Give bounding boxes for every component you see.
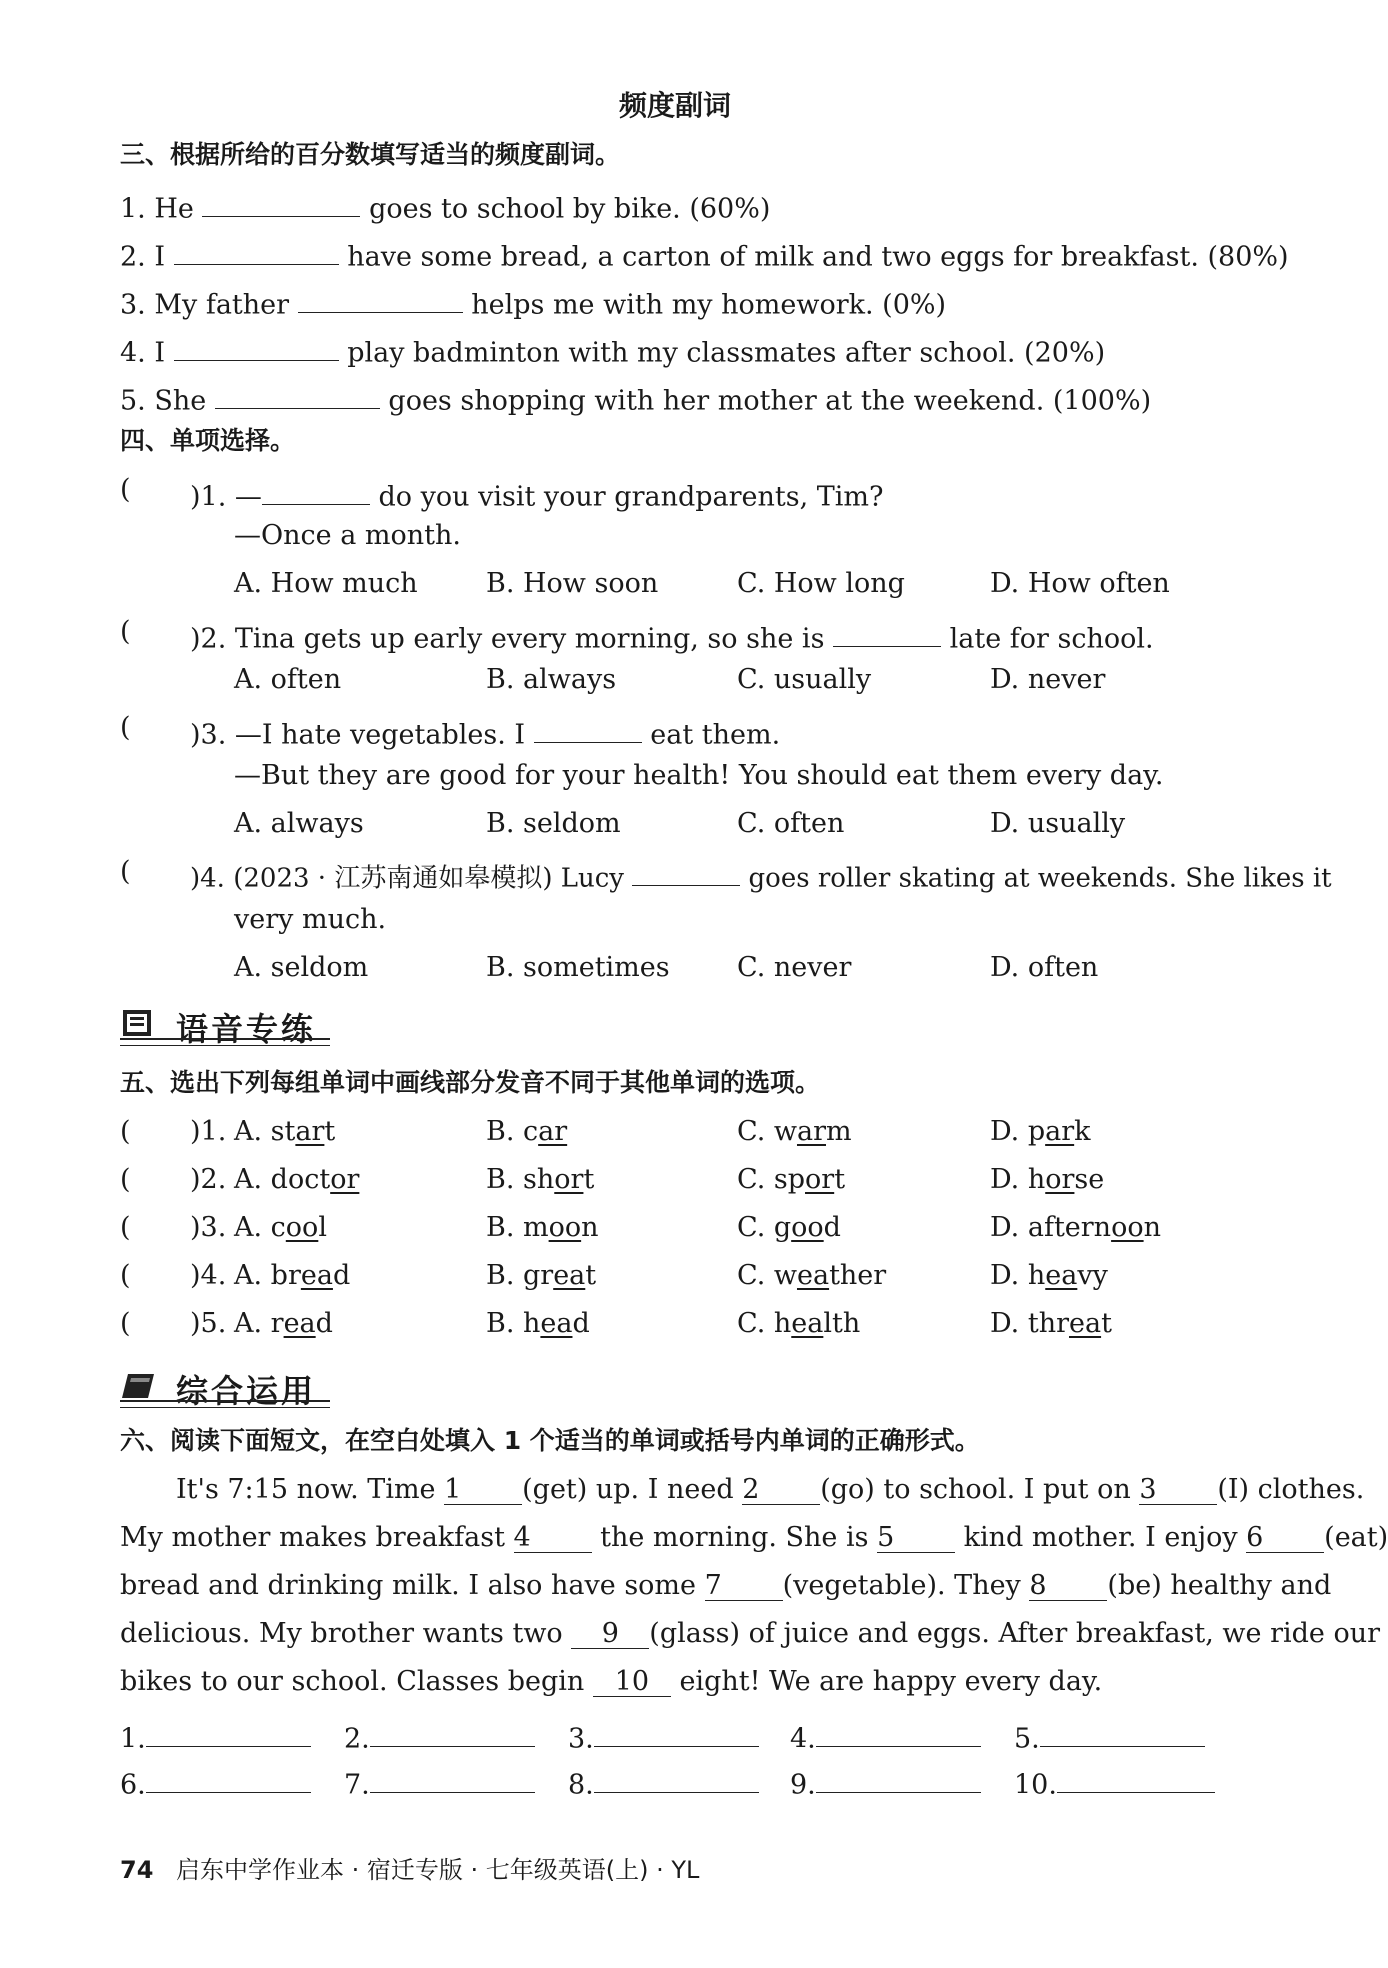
passage-line xyxy=(176,1474,1365,1505)
numbered-blank[interactable]: 3 xyxy=(1139,1476,1217,1505)
underlined-letters: ea xyxy=(796,1260,830,1291)
sec4-q3 xyxy=(190,714,781,751)
underlined-letters: ea xyxy=(300,1260,333,1291)
underlined-letters: ea xyxy=(553,1260,586,1291)
question-number: )3. xyxy=(190,1212,227,1243)
underlined-letters: ar xyxy=(295,1116,325,1147)
numbered-blank[interactable]: 1 xyxy=(444,1476,522,1505)
paren-open: ( xyxy=(120,1116,131,1147)
sec4-q2 xyxy=(190,618,1154,655)
question-text: goes roller skating at weekends. She likes it xyxy=(748,863,1332,894)
item-text: 4. I xyxy=(120,337,166,369)
answer-blank[interactable] xyxy=(215,380,380,409)
question-number: )4. xyxy=(190,1260,227,1291)
option-c[interactable] xyxy=(737,1262,886,1289)
option-b[interactable] xyxy=(486,1214,599,1241)
word-part: m xyxy=(826,1116,852,1147)
numbered-blank[interactable]: 4 xyxy=(514,1524,592,1553)
option-b[interactable] xyxy=(486,1310,590,1337)
word-part: B. h xyxy=(486,1308,541,1339)
page-title: 频度副词 xyxy=(618,89,731,122)
sec3-item-5 xyxy=(120,380,1152,417)
option-b[interactable]: B. seldom xyxy=(486,808,621,839)
passage-text: eight! We are happy every day. xyxy=(670,1666,1103,1697)
option-a[interactable]: A. How much xyxy=(234,568,418,599)
question-text: do you visit your grandparents, Tim? xyxy=(378,481,884,513)
sec4-q3-reply: —But they are good for your health! You should eat them every day. xyxy=(234,760,1164,791)
underlined-letters: ar xyxy=(538,1116,568,1147)
answer-blank[interactable] xyxy=(1040,1718,1205,1747)
passage-text: My mother makes breakfast xyxy=(120,1522,514,1553)
answer-line xyxy=(120,1718,311,1755)
paren-open: ( xyxy=(120,1308,131,1339)
word-part: D. p xyxy=(990,1116,1046,1147)
answer-blank[interactable] xyxy=(202,188,360,217)
numbered-blank[interactable]: 10 xyxy=(593,1668,671,1697)
underlined-letters: or xyxy=(330,1164,360,1195)
word-part: d xyxy=(332,1260,351,1291)
passage-text: (get) up. I need xyxy=(522,1474,743,1505)
word-part: A. doct xyxy=(234,1164,331,1195)
option-c[interactable]: C. usually xyxy=(737,664,872,695)
paren-open: ( xyxy=(120,616,131,647)
underlined-letters: ea xyxy=(1069,1308,1102,1339)
option-c[interactable]: C. often xyxy=(737,808,845,839)
answer-blank[interactable] xyxy=(816,1764,981,1793)
question-text: eat them. xyxy=(650,719,781,751)
item-text: 2. I xyxy=(120,241,166,273)
answer-blank[interactable] xyxy=(816,1718,981,1747)
word-part: d xyxy=(572,1308,590,1339)
option-d[interactable]: D. usually xyxy=(990,808,1126,839)
word-part: C. g xyxy=(737,1212,792,1243)
answer-blank[interactable] xyxy=(632,858,740,886)
passage-text: kind mother. I enjoy xyxy=(955,1522,1247,1553)
passage-text: delicious. My brother wants two xyxy=(120,1618,572,1649)
option-d[interactable] xyxy=(990,1166,1104,1193)
option-a[interactable] xyxy=(234,1214,327,1241)
option-c[interactable] xyxy=(737,1118,852,1145)
item-text: play badminton with my classmates after school. (20%) xyxy=(347,337,1106,369)
passage-line xyxy=(120,1668,1274,1697)
option-b[interactable] xyxy=(486,1262,596,1289)
passage-text: (be) healthy and xyxy=(1107,1570,1332,1601)
underlined-letters: ea xyxy=(283,1308,316,1339)
passage-text: It's 7:15 now. Time xyxy=(176,1474,445,1505)
item-text: goes to school by bike. (60%) xyxy=(369,193,771,225)
answer-blank[interactable] xyxy=(298,284,463,313)
answer-blank[interactable] xyxy=(594,1764,759,1793)
option-c[interactable]: C. never xyxy=(737,952,852,983)
answer-line xyxy=(120,1764,311,1801)
underlined-letters: ar xyxy=(1045,1116,1075,1147)
passage-text: (I) clothes. xyxy=(1217,1474,1365,1505)
underlined-letters: or xyxy=(805,1164,835,1195)
page-number: 74 xyxy=(120,1856,154,1884)
word-part: D. h xyxy=(990,1164,1046,1195)
word-part: t xyxy=(583,1164,595,1195)
sec4-q1 xyxy=(190,476,884,513)
answer-line xyxy=(1014,1718,1205,1755)
numbered-blank[interactable]: 6 xyxy=(1246,1524,1324,1553)
sec4-q4-cont: very much. xyxy=(234,904,387,935)
section-banner-phonetics xyxy=(120,1000,330,1048)
option-b[interactable]: B. How soon xyxy=(486,568,659,599)
numbered-blank[interactable]: 2 xyxy=(742,1476,820,1505)
banner-title: 综合运用 xyxy=(176,1372,317,1410)
passage-text: bread and drinking milk. I also have some xyxy=(120,1570,705,1601)
word-part: D. thr xyxy=(990,1308,1069,1339)
option-a[interactable] xyxy=(234,1166,359,1193)
word-part: B. sh xyxy=(486,1164,555,1195)
word-part: t xyxy=(324,1116,336,1147)
passage-text: (go) to school. I put on xyxy=(820,1474,1140,1505)
question-number: )2. xyxy=(190,1164,227,1195)
answer-line xyxy=(568,1718,759,1755)
answer-number: 8. xyxy=(568,1769,594,1801)
paren-open: ( xyxy=(120,712,131,743)
option-a[interactable]: A. often xyxy=(234,664,342,695)
answer-line xyxy=(790,1764,981,1801)
answer-blank[interactable] xyxy=(534,714,642,743)
numbered-blank[interactable]: 7 xyxy=(705,1572,783,1601)
paren-open: ( xyxy=(120,474,131,505)
option-a[interactable]: A. seldom xyxy=(234,952,369,983)
question-text: )1. — xyxy=(190,481,262,513)
item-text: have some bread, a carton of milk and two eggs for breakfast. (80%) xyxy=(347,241,1289,273)
option-c[interactable] xyxy=(737,1166,845,1193)
item-text: 1. He xyxy=(120,193,194,225)
option-b[interactable] xyxy=(486,1118,567,1145)
word-part: d xyxy=(823,1212,841,1243)
answer-number: 7. xyxy=(344,1769,370,1801)
option-c[interactable]: C. How long xyxy=(737,568,905,599)
option-b[interactable]: B. always xyxy=(486,664,617,695)
word-part: lth xyxy=(823,1308,861,1339)
section-3-heading: 三、根据所给的百分数填写适当的频度副词。 xyxy=(120,140,621,169)
word-part: A. st xyxy=(234,1116,296,1147)
option-d[interactable] xyxy=(990,1310,1112,1337)
passage-line xyxy=(120,1522,1388,1553)
passage-line xyxy=(120,1618,1381,1649)
sec3-item-4 xyxy=(120,332,1106,369)
passage-text: (glass) of juice and eggs. After breakfast, we ride our xyxy=(649,1618,1381,1649)
option-d[interactable]: D. often xyxy=(990,952,1099,983)
question-number: )1. xyxy=(190,1116,227,1147)
underlined-letters: ea xyxy=(540,1308,573,1339)
answer-line xyxy=(344,1718,535,1755)
word-part: A. br xyxy=(234,1260,301,1291)
underlined-letters: ea xyxy=(791,1308,824,1339)
banner-underline xyxy=(120,1038,330,1046)
option-a[interactable] xyxy=(234,1118,335,1145)
word-part: t xyxy=(834,1164,846,1195)
word-part: D. aftern xyxy=(990,1212,1112,1243)
word-part: C. h xyxy=(737,1308,792,1339)
option-d[interactable]: D. never xyxy=(990,664,1106,695)
underlined-letters: oo xyxy=(791,1212,824,1243)
answer-blank[interactable] xyxy=(594,1718,759,1747)
question-text: late for school. xyxy=(949,623,1154,655)
option-d[interactable] xyxy=(990,1118,1091,1145)
answer-number: 4. xyxy=(790,1723,816,1755)
option-b[interactable] xyxy=(486,1166,594,1193)
answer-number: 1. xyxy=(120,1723,146,1755)
option-a[interactable] xyxy=(234,1262,350,1289)
word-part: B. c xyxy=(486,1116,539,1147)
word-part: C. sp xyxy=(737,1164,806,1195)
answer-blank[interactable] xyxy=(833,618,941,647)
paren-open: ( xyxy=(120,1164,131,1195)
section-6-heading: 六、阅读下面短文，在空白处填入 1 个适当的单词或括号内单词的正确形式。 xyxy=(120,1426,980,1455)
word-part: B. gr xyxy=(486,1260,554,1291)
option-d[interactable]: D. How often xyxy=(990,568,1170,599)
question-text: )3. —I hate vegetables. I xyxy=(190,719,526,751)
answer-line xyxy=(790,1718,981,1755)
question-number: )5. xyxy=(190,1308,227,1339)
paren-open: ( xyxy=(120,856,131,887)
word-part: d xyxy=(315,1308,333,1339)
word-part: k xyxy=(1074,1116,1091,1147)
banner-title: 语音专练 xyxy=(176,1010,317,1048)
word-part: n xyxy=(581,1212,599,1243)
option-d[interactable] xyxy=(990,1262,1108,1289)
word-part: A. c xyxy=(234,1212,286,1243)
word-part: vy xyxy=(1077,1260,1108,1291)
sec3-item-2 xyxy=(120,236,1289,273)
answer-blank[interactable] xyxy=(370,1764,535,1793)
sec3-item-1 xyxy=(120,188,771,225)
answer-blank[interactable] xyxy=(146,1764,311,1793)
underlined-letters: oo xyxy=(548,1212,582,1243)
answer-blank[interactable] xyxy=(1057,1764,1215,1793)
item-text: helps me with my homework. (0%) xyxy=(471,289,947,321)
underlined-letters: oo xyxy=(1111,1212,1144,1243)
word-part: C. w xyxy=(737,1116,797,1147)
underlined-letters: or xyxy=(1045,1164,1075,1195)
underlined-letters: oo xyxy=(285,1212,319,1243)
word-part: D. h xyxy=(990,1260,1046,1291)
option-d[interactable] xyxy=(990,1214,1161,1241)
banner-underline xyxy=(120,1400,330,1408)
item-text: goes shopping with her mother at the weekend. (100%) xyxy=(388,385,1152,417)
word-part: l xyxy=(318,1212,327,1243)
paren-open: ( xyxy=(120,1260,131,1291)
numbered-blank[interactable]: 9 xyxy=(571,1620,649,1649)
numbered-blank[interactable]: 5 xyxy=(877,1524,955,1553)
sec4-q4 xyxy=(190,858,1332,894)
option-a[interactable]: A. always xyxy=(234,808,364,839)
word-part: C. w xyxy=(737,1260,797,1291)
question-text: )4. (2023 · 江苏南通如皋模拟) Lucy xyxy=(190,863,624,894)
notebook-icon xyxy=(120,1006,156,1040)
word-part: t xyxy=(585,1260,597,1291)
footer-text: 启东中学作业本 · 宿迁专版 · 七年级英语(上) · YL xyxy=(176,1856,700,1884)
passage-line xyxy=(120,1570,1332,1601)
section-4-heading: 四、单项选择。 xyxy=(120,426,296,455)
answer-blank[interactable] xyxy=(174,332,339,361)
word-part: A. r xyxy=(234,1308,284,1339)
word-part: ther xyxy=(829,1260,887,1291)
sec3-item-3 xyxy=(120,284,947,321)
section-5-heading: 五、选出下列每组单词中画线部分发音不同于其他单词的选项。 xyxy=(120,1068,821,1097)
passage-text: the morning. She is xyxy=(591,1522,878,1553)
option-a[interactable] xyxy=(234,1310,333,1337)
underlined-letters: ea xyxy=(1045,1260,1078,1291)
answer-number: 2. xyxy=(344,1723,370,1755)
answer-blank[interactable] xyxy=(370,1718,535,1747)
answer-line xyxy=(1014,1764,1215,1801)
passage-text: (eat) xyxy=(1324,1522,1388,1553)
item-text: 5. She xyxy=(120,385,207,417)
paren-open: ( xyxy=(120,1212,131,1243)
answer-number: 10. xyxy=(1014,1769,1057,1801)
answer-blank[interactable] xyxy=(262,476,370,505)
item-text: 3. My father xyxy=(120,289,290,321)
word-part: B. m xyxy=(486,1212,549,1243)
option-c[interactable] xyxy=(737,1214,841,1241)
answer-number: 3. xyxy=(568,1723,594,1755)
sec4-q1-reply: —Once a month. xyxy=(234,520,461,551)
numbered-blank[interactable]: 8 xyxy=(1029,1572,1107,1601)
question-text: )2. Tina gets up early every morning, so she is xyxy=(190,623,825,655)
underlined-letters: ar xyxy=(796,1116,826,1147)
option-c[interactable] xyxy=(737,1310,860,1337)
word-part: se xyxy=(1074,1164,1105,1195)
section-banner-comprehensive xyxy=(120,1362,330,1410)
answer-number: 6. xyxy=(120,1769,146,1801)
answer-number: 5. xyxy=(1014,1723,1040,1755)
answer-blank[interactable] xyxy=(174,236,339,265)
answer-number: 9. xyxy=(790,1769,816,1801)
word-part: n xyxy=(1143,1212,1161,1243)
passage-text: (vegetable). They xyxy=(782,1570,1030,1601)
word-part: t xyxy=(1101,1308,1112,1339)
underlined-letters: or xyxy=(554,1164,584,1195)
option-b[interactable]: B. sometimes xyxy=(486,952,670,983)
answer-blank[interactable] xyxy=(146,1718,311,1747)
answer-line xyxy=(344,1764,535,1801)
answer-line xyxy=(568,1764,759,1801)
book-icon xyxy=(120,1368,156,1402)
passage-text: bikes to our school. Classes begin xyxy=(120,1666,593,1697)
